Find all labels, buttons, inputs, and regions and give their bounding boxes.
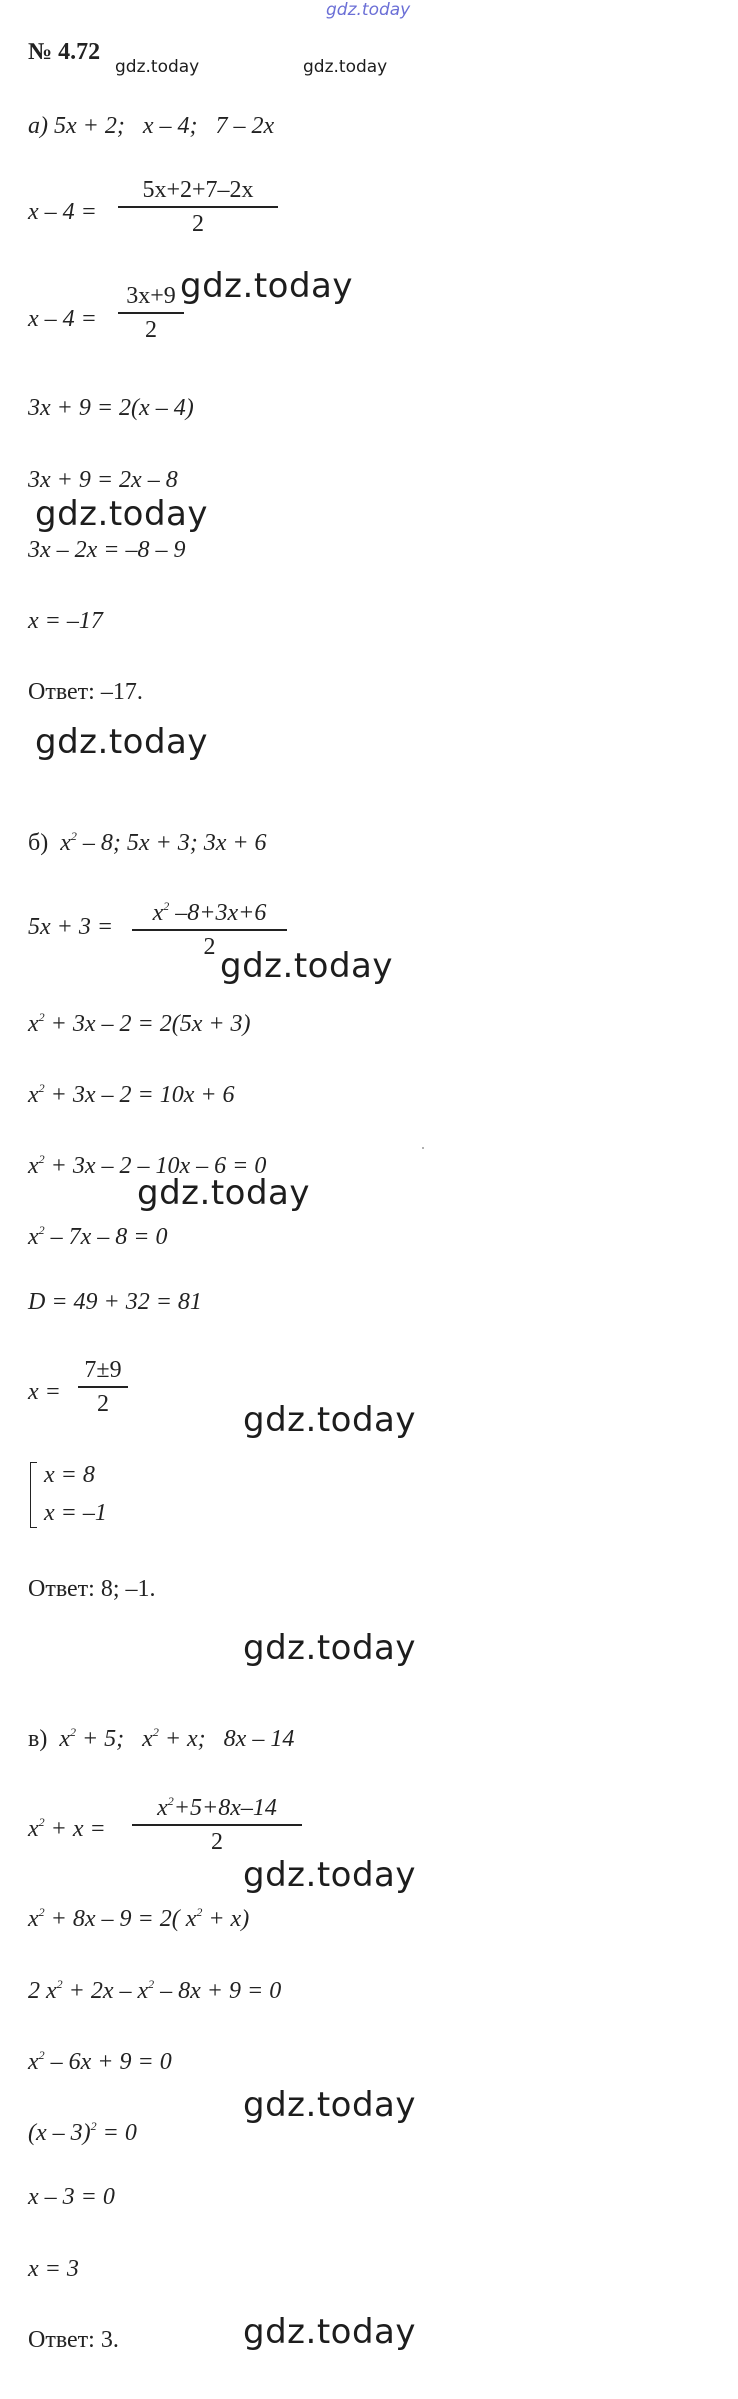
part-a-line-4: 3x + 9 = 2x – 8 — [28, 467, 178, 493]
part-c-fraction-1 — [132, 1787, 302, 1856]
fraction-bar — [118, 206, 278, 208]
fraction-bar — [132, 929, 287, 931]
numerator: $x^2$ –8+3x+6 — [152, 899, 267, 926]
part-a-line-2-left: x – 4 = — [28, 306, 97, 332]
fraction-bar — [132, 1824, 302, 1826]
part-b-line-2: $x^2 + 3x - 2 = 2(5x + 3)$ — [28, 1010, 251, 1037]
part-a-fraction-1 — [118, 176, 278, 238]
stray-dot — [422, 1147, 424, 1149]
watermark-big: gdz.today — [243, 1855, 416, 1895]
fraction-bar — [118, 312, 184, 314]
problem-number: № 4.72 — [28, 39, 101, 65]
part-b-line-7-left: x = — [28, 1379, 61, 1405]
part-c-line-1-left: $x^2 + x$ = — [28, 1815, 106, 1842]
part-a-task: а) 5x + 2; x – 4; 7 – 2x — [28, 113, 275, 139]
part-b-task: б) $x^2 - 8$; 5x + 3; 3x + 6 — [28, 829, 267, 856]
watermark-small: gdz.today — [115, 57, 200, 77]
part-b-line-4: $x^2 + 3x - 2 - 10x - 6 = 0$ — [28, 1152, 267, 1179]
watermark-big: gdz.today — [243, 2312, 416, 2352]
numerator: 5x+2+7–2x — [142, 177, 254, 203]
part-b-task-x: x — [60, 830, 71, 856]
part-a-fraction-2 — [118, 282, 184, 344]
numerator: $x^2+5+8x-14$ — [157, 1794, 277, 1821]
part-c-answer: Ответ: 3. — [28, 2327, 119, 2353]
part-b-line-6: D = 49 + 32 = 81 — [28, 1289, 202, 1315]
watermark-small: gdz.today — [303, 57, 388, 77]
part-c-line-3: 2 $x^2 + 2x - x^2 - 8x + 9 = 0$ — [28, 1977, 282, 2004]
watermark-big: gdz.today — [220, 946, 393, 986]
part-b-answer: Ответ: 8; –1. — [28, 1576, 156, 1602]
part-a-answer: Ответ: –17. — [28, 679, 143, 705]
watermark-big: gdz.today — [180, 266, 353, 306]
part-b-system-1: x = 8 — [44, 1462, 95, 1488]
part-c-line-2: $x^2 + 8x - 9 = 2$( $x^2 + x$) — [28, 1905, 250, 1932]
watermark-big: gdz.today — [35, 722, 208, 762]
watermark-big: gdz.today — [137, 1173, 310, 1213]
part-c-task: в) $x^2 + 5$; $x^2 + x$; 8x – 14 — [28, 1725, 295, 1752]
part-a-line-3: 3x + 9 = 2(x – 4) — [28, 395, 194, 421]
part-b-line-5: $x^2 - 7x - 8 = 0$ — [28, 1223, 168, 1250]
watermark-top: gdz.today — [326, 0, 411, 20]
part-a-line-1-left: x – 4 = — [28, 199, 97, 225]
part-b-task-rest: – 8; 5x + 3; 3x + 6 — [76, 830, 267, 856]
part-b-system-2: x = –1 — [44, 1500, 107, 1526]
watermark-big: gdz.today — [243, 1628, 416, 1668]
part-c-line-5: (x – 3)$^2$ = 0 — [28, 2119, 137, 2146]
watermark-big: gdz.today — [243, 1400, 416, 1440]
part-c-line-7: x = 3 — [28, 2256, 79, 2282]
system-bracket — [30, 1462, 37, 1528]
denominator: 2 — [192, 210, 204, 237]
numerator: 3x+9 — [126, 283, 176, 309]
part-b-line-3: $x^2 + 3x - 2 = 10x + 6$ — [28, 1081, 235, 1108]
part-a-line-5: 3x – 2x = –8 – 9 — [28, 537, 186, 563]
denominator: 2 — [211, 1828, 223, 1855]
denominator: 2 — [203, 933, 216, 960]
part-b-line-1-left: 5x + 3 = — [28, 914, 114, 940]
watermark-big: gdz.today — [35, 494, 208, 534]
fraction-bar — [78, 1386, 128, 1388]
part-c-line-4: $x^2 - 6x + 9 = 0$ — [28, 2048, 172, 2075]
denominator: 2 — [97, 1390, 109, 1417]
watermark-big: gdz.today — [243, 2085, 416, 2125]
part-c-line-6: x – 3 = 0 — [28, 2184, 115, 2210]
part-b-task-prefix: б) — [28, 830, 49, 856]
part-a-line-6: x = –17 — [28, 608, 103, 634]
part-b-fraction-2 — [78, 1356, 128, 1418]
numerator: 7±9 — [84, 1357, 122, 1383]
denominator: 2 — [145, 316, 157, 343]
